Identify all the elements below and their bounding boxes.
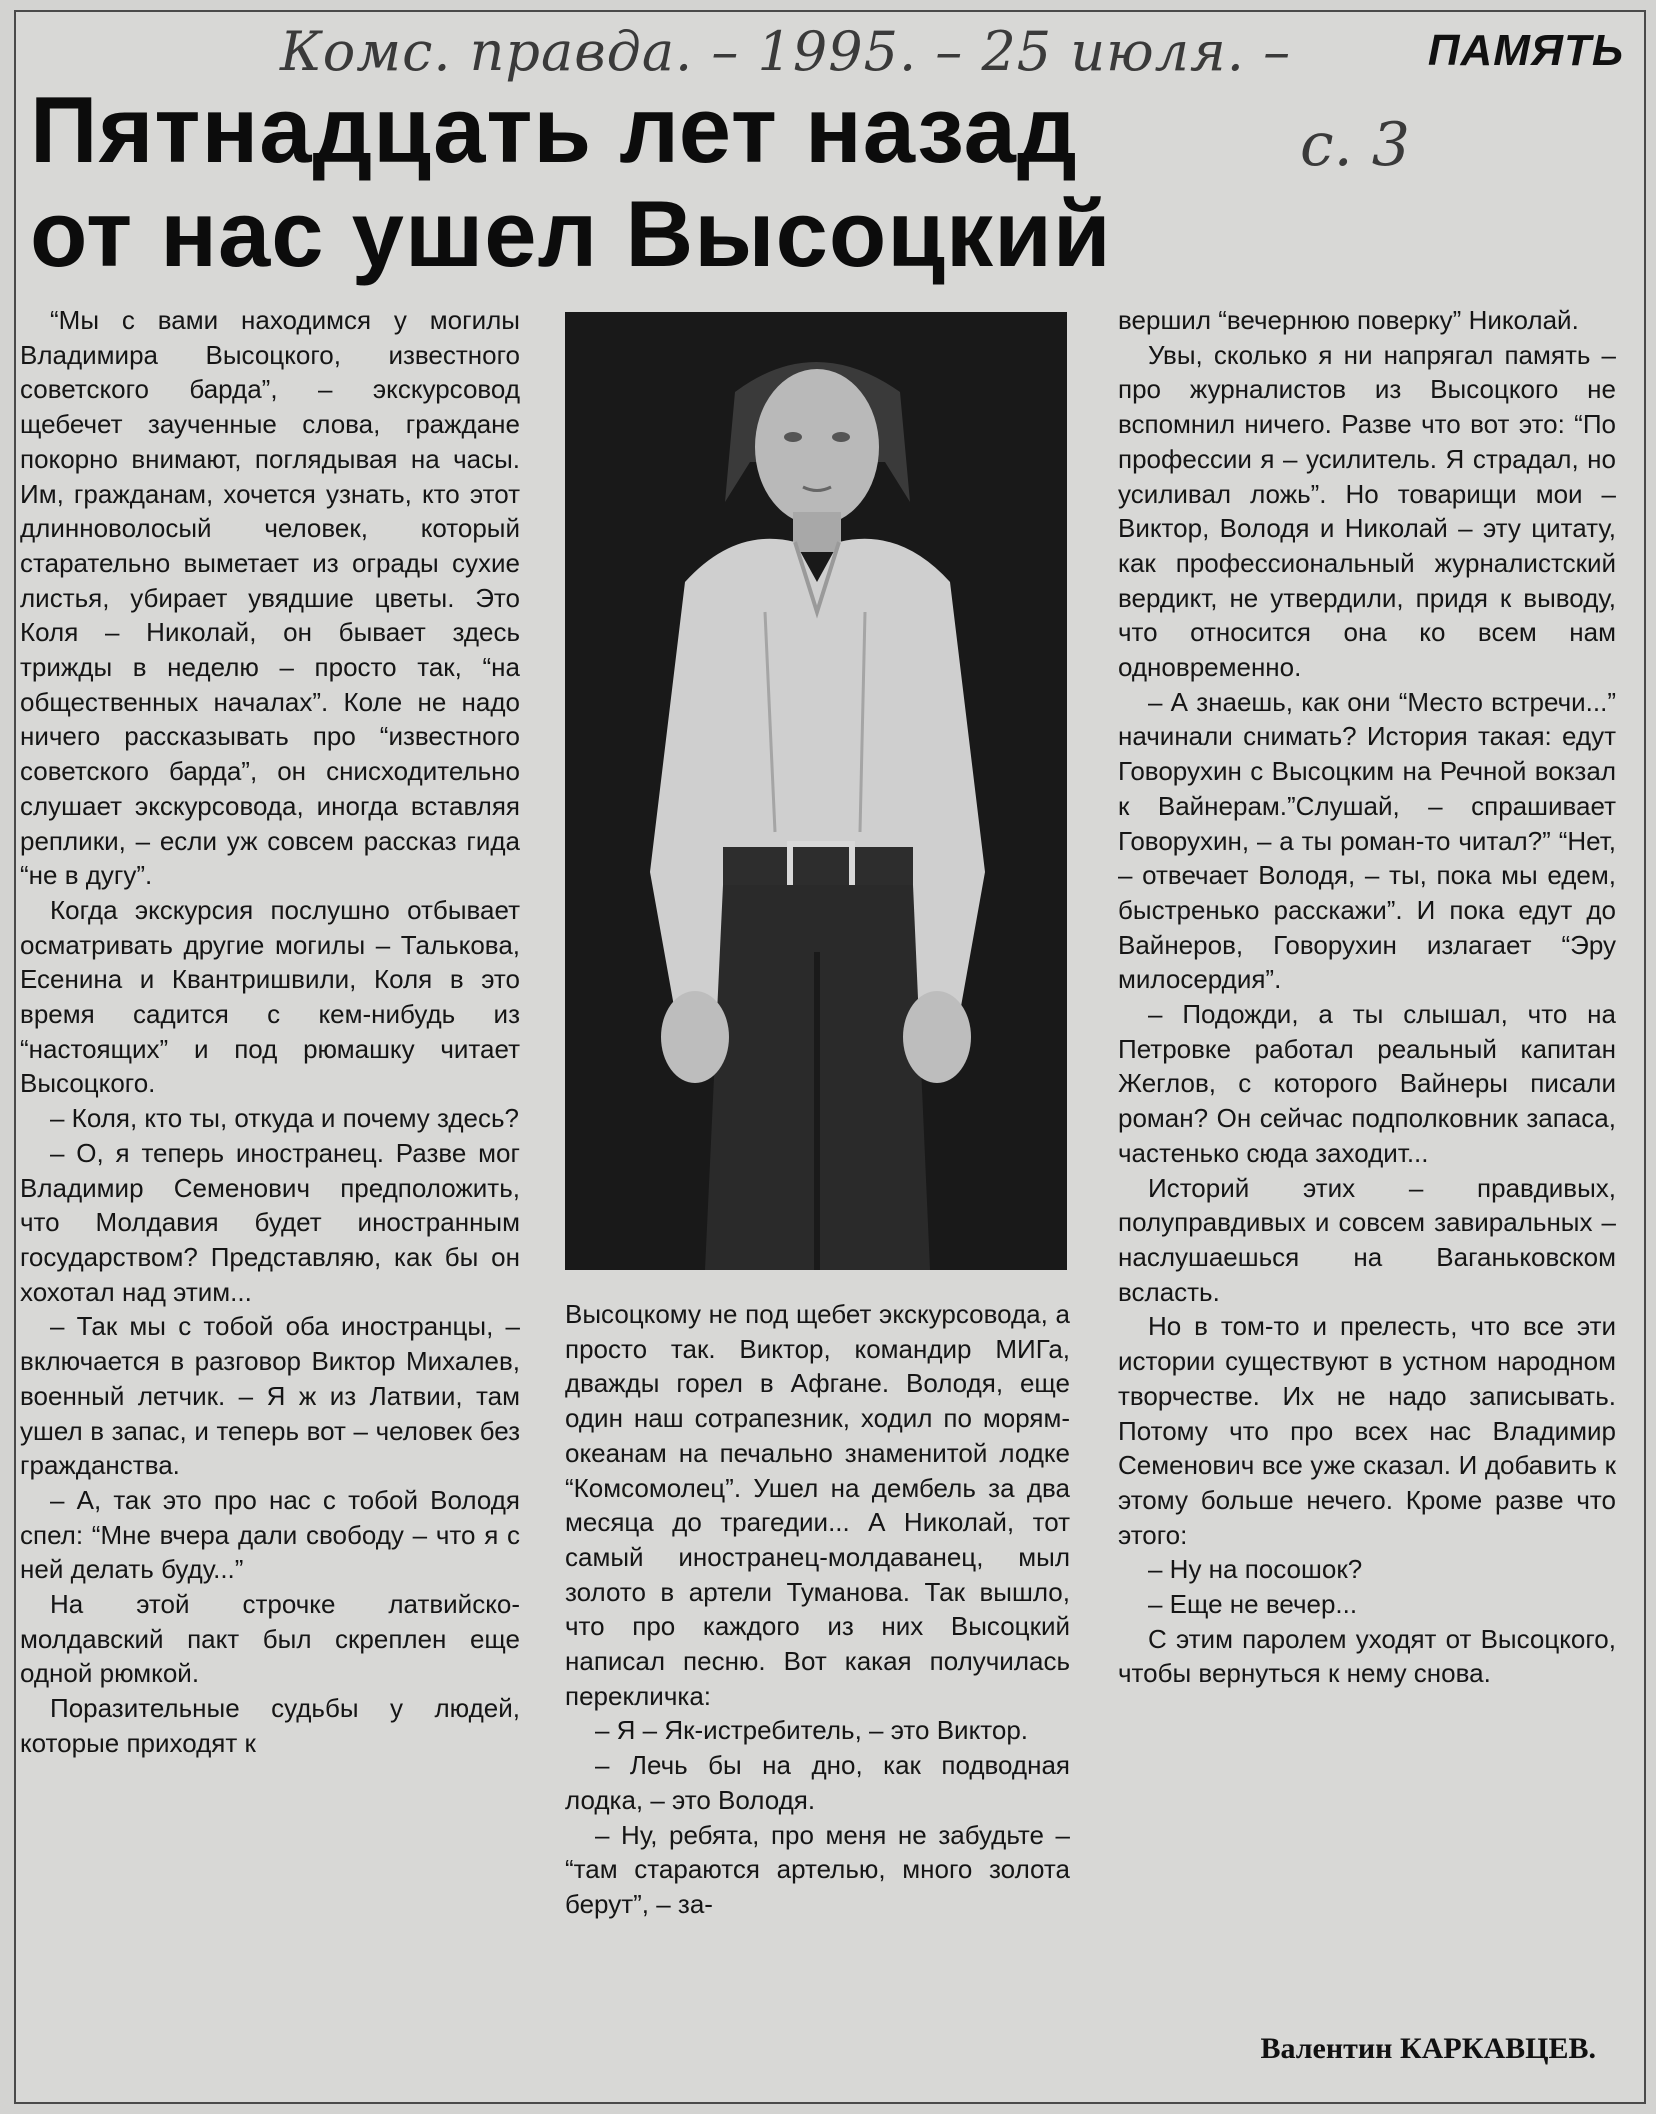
article-column-2 [565, 1297, 1070, 1922]
headline-line-1: Пятнадцать лет назад [30, 77, 1078, 182]
portrait-figure [565, 312, 1067, 1270]
paragraph: – Еще не вечер... [1148, 1589, 1358, 1620]
paragraph: – А знаешь, как они “Место встречи...” начинали снимать? История такая: едут Говорухин с Высоцким на Речной вокзал к Вайнерам.”Слушай, – спрашивает Говорухин, – а ты роман-то читал?” “Нет, – отвечает Володя, – ты, пока мы едем, быстренько расскажи”. И пока едут до Вайнеров, Говорухин излагает “Эру милосердия”. [1118, 686, 1616, 995]
paragraph: “Мы с вами находимся у могилы Владимира Высоцкого, известного советского барда”, – экскурсовод щебечет заученные слова, граждане покорно внимают, поглядывая на часы. Им, гражданам, хочется узнать, кто этот длинноволосый человек, который старательно выметает из ограды сухие листья, убирает увядшие цветы. Это Коля – Николай, он бывает здесь трижды в неделю – просто так, “на общественных началах”. Коле не надо ничего рассказывать про “известного советского барда”, он снисходительно слушает экскурсовода, иногда вставляя реплики, – если уж совсем рассказ гида “не в дугу”. [20, 305, 520, 891]
paragraph: – Ну на посошок? [1148, 1554, 1363, 1585]
paragraph: Увы, сколько я ни напрягал память – про журналистов из Высоцкого не вспомнил ничего. Разве что вот это: “По профессии я – усилитель. Я страдал, но усиливал ложь”. Но товарищи мои – Виктор, Володя и Николай – эту цитату, как профессиональный журналистский вердикт, не утвердили, придя к выводу, что относится она ко всем нам одновременно. [1118, 339, 1616, 683]
handwritten-source-note: Комс. правда. – 1995. – 25 июля. – [280, 20, 1292, 83]
article-column-3 [1118, 303, 1616, 1691]
paragraph: С этим паролем уходят от Высоцкого, чтобы вернуться к нему снова. [1118, 1623, 1616, 1689]
paragraph: вершил “вечернюю поверку” Николай. [1118, 305, 1579, 335]
article-column-1 [20, 303, 520, 1761]
paragraph: Высоцкому не под щебет экскурсовода, а просто так. Виктор, командир МИГа, дважды горел в Афгане. Володя, еще один наш сотрапезник, ходил по морям-океанам на печально знаменитой лодке “Комсомолец”. Ушел на дембель за два месяца до трагедии... А Николай, тот самый иностранец-молдаванец, мыл золото в артели Туманова. Так вышло, что про каждого из них Высоцкий написал песню. Вот какая получилась перекличка: [565, 1299, 1070, 1711]
portrait-photo [565, 312, 1067, 1270]
paragraph: Историй этих – правдивых, полуправдивых и совсем завиральных – наслушаешься на Ваганьковском всласть. [1118, 1172, 1616, 1307]
paragraph: – А, так это про нас с тобой Володя спел: “Мне вчера дали свободу – что я с ней делать буду...” [20, 1484, 520, 1585]
article-headline [30, 78, 1330, 286]
paragraph: – Ну, ребята, про меня не забудьте – “там стараются артелью, много золота берут”, – за- [565, 1819, 1070, 1919]
paragraph: Но в том-то и прелесть, что все эти истории существуют в устном народном творчестве. Их не надо записывать. Потому что про всех нас Владимир Семенович все уже сказал. И добавить к этому больше нечего. Кроме разве что этого: [1118, 1311, 1616, 1550]
paragraph: Когда экскурсия послушно отбывает осматривать другие могилы – Талькова, Есенина и Квантришвили, Коля в это время садится с кем-нибудь из “настоящих” и под рюмашку читает Высоцкого. [20, 894, 520, 1099]
handwritten-page-number: с. 3 [1300, 110, 1410, 180]
paragraph: – Подожди, а ты слышал, что на Петровке работал реальный капитан Жеглов, с которого Вайнеры писали роман? Он сейчас подполковник запаса, частенько сюда заходит... [1118, 999, 1616, 1168]
paragraph: – Коля, кто ты, откуда и почему здесь? [50, 1103, 519, 1134]
author-signature: Валентин КАРКАВЦЕВ. [1260, 2032, 1596, 2065]
headline-line-2: от нас ушел Высоцкий [30, 181, 1112, 286]
paragraph: – О, я теперь иностранец. Разве мог Владимир Семенович предположить, что Молдавия будет иностранным государством? Представляю, как бы он хохотал над этим... [20, 1137, 520, 1307]
section-rubric: ПАМЯТЬ [1427, 26, 1624, 75]
paragraph: Поразительные судьбы у людей, которые приходят к [20, 1693, 520, 1758]
paragraph: – Я – Як-истребитель, – это Виктор. [595, 1715, 1028, 1746]
paragraph: – Так мы с тобой оба иностранцы, – включается в разговор Виктор Михалев, военный летчик. – Я ж из Латвии, там ушел в запас, и теперь вот – человек без гражданства. [20, 1311, 520, 1481]
paragraph: На этой строчке латвийско-молдавский пакт был скреплен еще одной рюмкой. [20, 1589, 520, 1689]
paragraph: – Лечь бы на дно, как подводная лодка, – это Володя. [565, 1750, 1070, 1815]
